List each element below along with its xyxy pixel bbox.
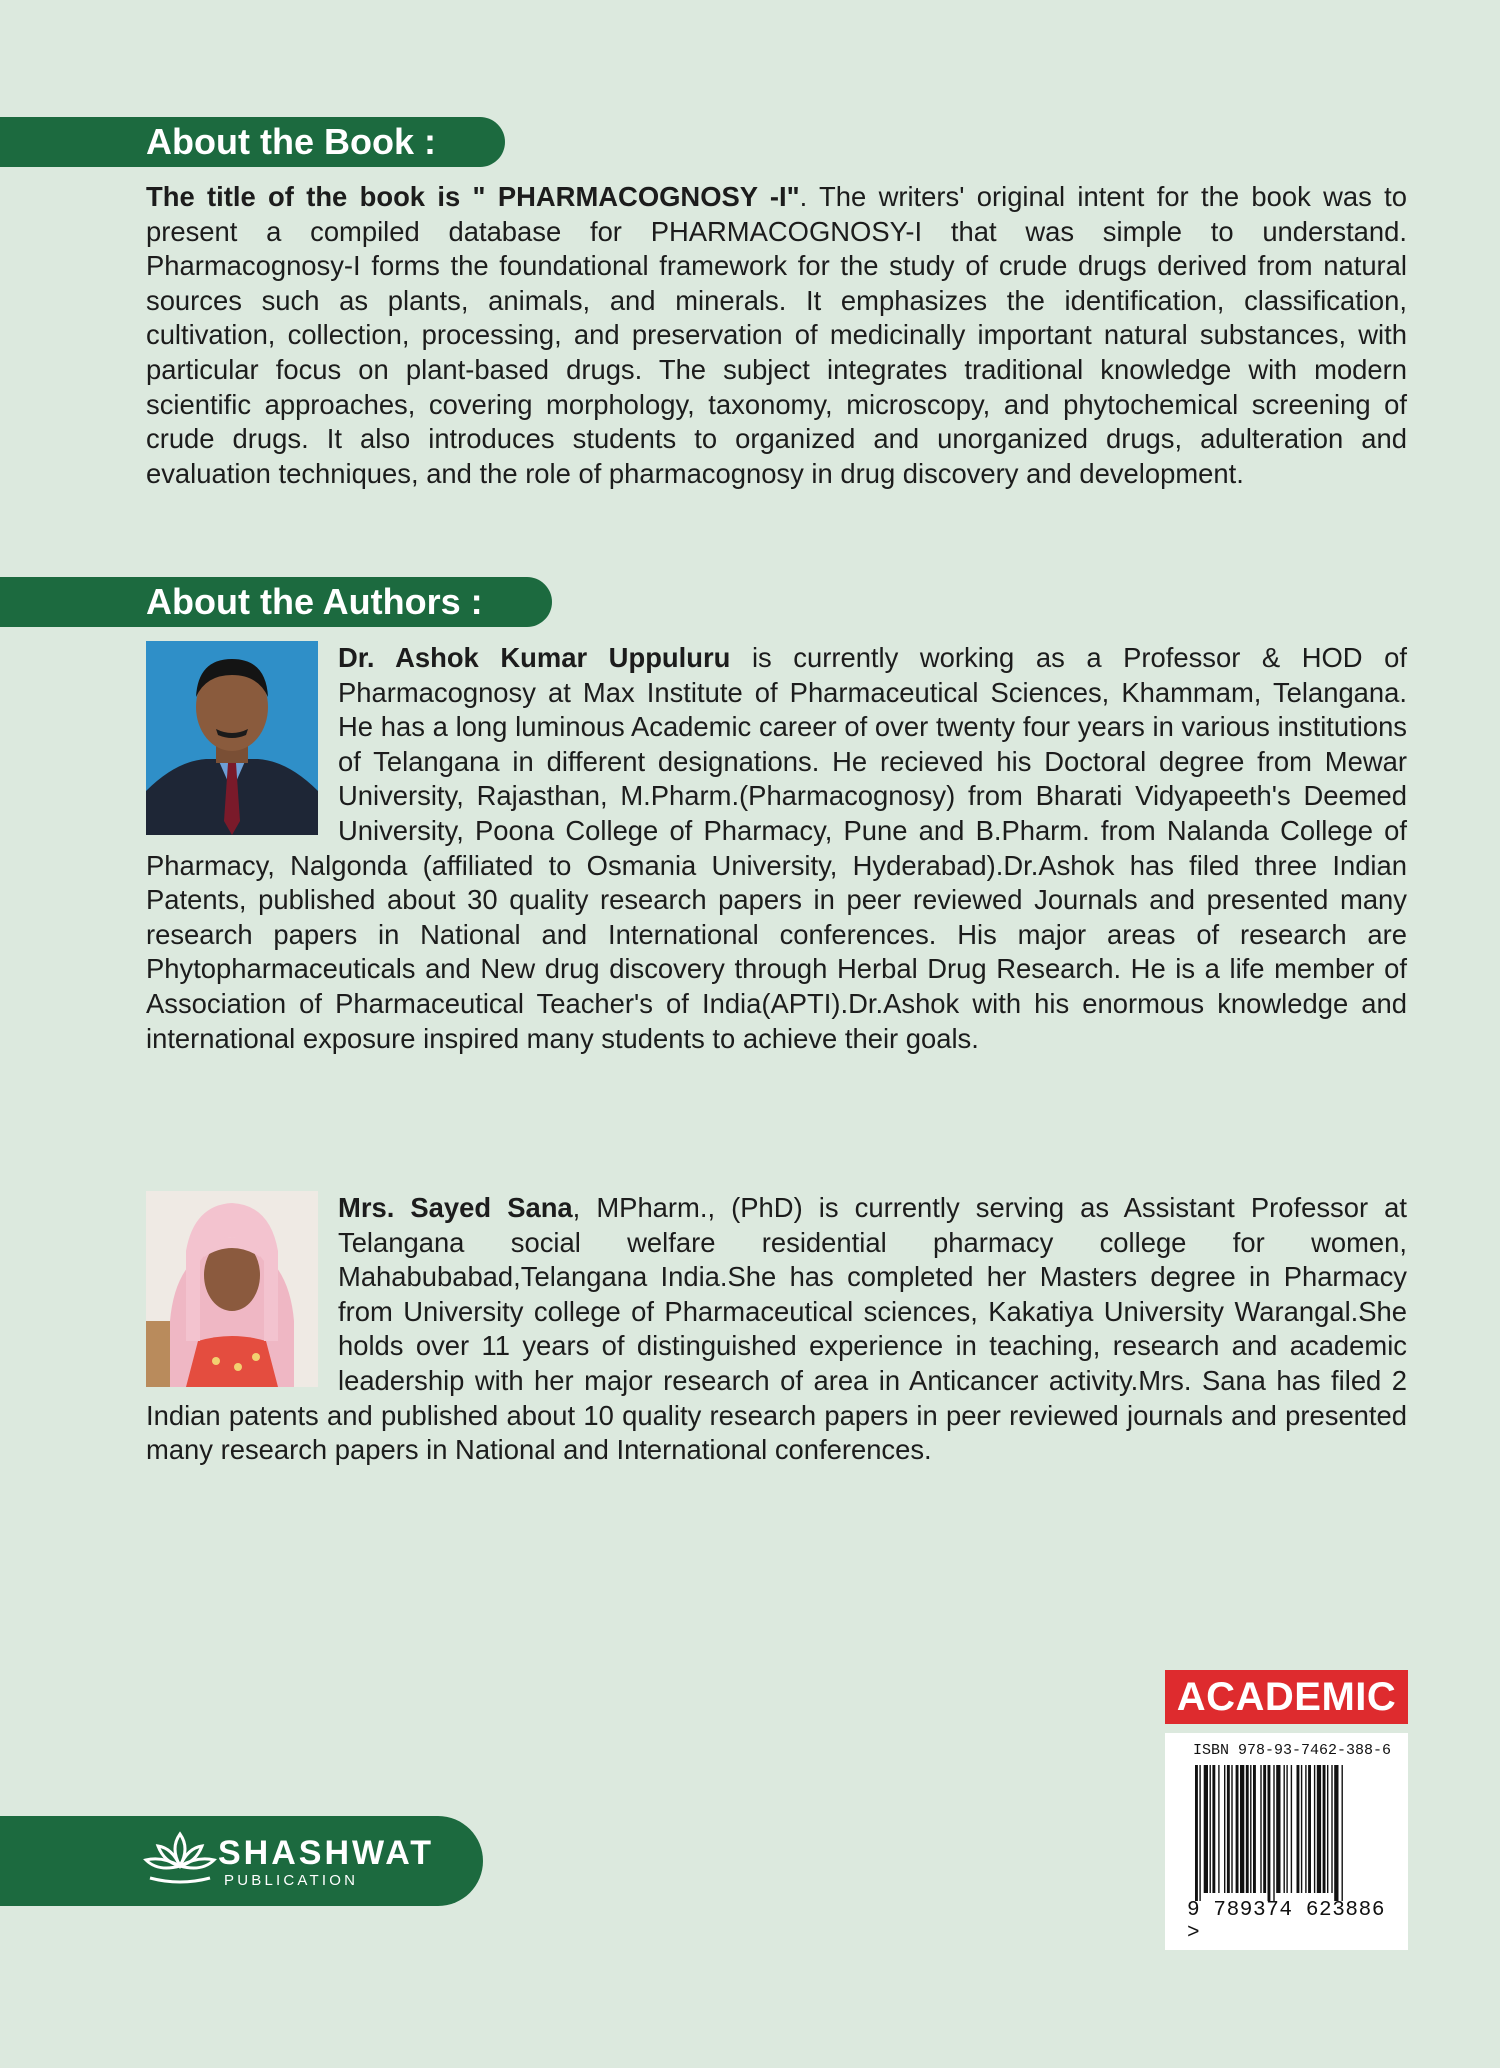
author-1-bio — [146, 641, 1407, 1056]
barcode-bar — [1276, 1765, 1280, 1893]
barcode-bar — [1227, 1765, 1230, 1893]
barcode-bar — [1268, 1765, 1271, 1901]
about-book-body: . The writers' original intent for the book was to present a compiled database for PHARMACOGNOSY-I that was simple to understand. Pharmacognosy-I forms the foundational framework for the study of crude drugs derived from natural sources such as plants, animals, and minerals. It emphasizes the identification, classification, cultivation, collection, processing, and preservation of medicinally important natural substances, with particular focus on plant-based drugs. The subject integrates traditional knowledge with modern scientific approaches, covering morphology, taxonomy, microscopy, and phytochemical screening of crude drugs. It also introduces students to organized and unorganized drugs, adulteration and evaluation techniques, and the role of pharmacognosy in drug discovery and development. — [146, 181, 1407, 489]
barcode-bar — [1260, 1765, 1261, 1893]
barcode-bar — [1199, 1765, 1200, 1901]
barcode-bar — [1246, 1765, 1249, 1893]
barcode-bar — [1301, 1765, 1302, 1893]
barcode-bar — [1195, 1765, 1198, 1901]
author-1-photo — [146, 641, 318, 835]
about-authors-heading — [0, 577, 552, 627]
barcode-bar — [1250, 1765, 1251, 1893]
publisher-sub: PUBLICATION — [224, 1872, 359, 1889]
barcode-bar — [1286, 1765, 1287, 1893]
barcode-bar — [1218, 1765, 1219, 1893]
author-2-name: Mrs. Sayed Sana — [338, 1192, 573, 1223]
barcode-bar — [1240, 1765, 1244, 1893]
book-title-sentence: The title of the book is " PHARMACOGNOSY -I" — [146, 181, 800, 212]
barcode-bar — [1342, 1765, 1343, 1901]
barcode-bar — [1323, 1765, 1326, 1893]
academic-tag: ACADEMIC — [1165, 1670, 1408, 1724]
author-2-bio-text: , MPharm., (PhD) is currently serving as Assistant Professor at Telangana social welfare residential pharmacy college for women, Mahabubabad,Telangana India.She has completed her Masters degree in Pharmacy from University college of Pharmaceutical sciences, Kakatiya University Warangal.She holds over 11 years of distinguished experience in teaching, research and academic leadership with her major research of area in Anticancer activity.Mrs. Sana has filed 2 Indian patents and published about 10 quality research papers in peer reviewed journals and presented many research papers in National and International conferences. — [146, 1192, 1407, 1466]
barcode-bar — [1308, 1765, 1311, 1893]
barcode-bar — [1231, 1765, 1232, 1893]
author-2-photo — [146, 1191, 318, 1387]
barcode-bar — [1284, 1765, 1285, 1893]
barcode-bar — [1327, 1765, 1328, 1893]
isbn-digits: 9 789374 623886 > — [1187, 1899, 1386, 1945]
barcode-bar — [1297, 1765, 1300, 1893]
barcode-bar — [1314, 1765, 1315, 1893]
isbn-barcode — [1165, 1733, 1408, 1950]
barcode-bar — [1224, 1765, 1225, 1893]
about-authors-heading-text: About the Authors : — [146, 581, 483, 622]
author-1-bio-text: is currently working as a Professor & HOD of Pharmacognosy at Max Institute of Pharmaceutical Sciences, Khammam, Telangana. He has a long luminous Academic career of over twenty four years in various institutions of Telangana in different designations. He recieved his Doctoral degree from Mewar University, Rajasthan, M.Pharm.(Pharmacognosy) from Bharati Vidyapeeth's Deemed University, Poona College of Pharmacy, Pune and B.Pharm. from Nalanda College of Pharmacy, Nalgonda (affiliated to Osmania University, Hyderabad).Dr.Ashok has filed three Indian Patents, published about 30 quality research papers in peer reviewed Journals and presented many research papers in National and International conferences. His major areas of research are Phytopharmaceuticals and New drug discovery through Herbal Drug Research. He is a life member of Association of Pharmaceutical Teacher's of India(APTI).Dr.Ashok with his enormous knowledge and international exposure inspired many students to achieve their goals. — [146, 642, 1407, 1054]
publisher-logo — [0, 1816, 483, 1906]
lotus-icon — [140, 1828, 220, 1892]
barcode-bar — [1334, 1765, 1338, 1901]
about-book-text — [146, 180, 1407, 491]
barcode-bar — [1305, 1765, 1306, 1893]
barcode-bar — [1236, 1765, 1239, 1893]
author-1-name: Dr. Ashok Kumar Uppuluru — [338, 642, 731, 673]
barcode-bar — [1317, 1765, 1321, 1893]
barcode-bar — [1253, 1765, 1256, 1893]
author-2-bio — [146, 1191, 1407, 1468]
about-book-heading — [0, 117, 505, 167]
about-book-heading-text: About the Book : — [146, 121, 436, 162]
barcode-bar — [1331, 1765, 1332, 1893]
isbn-label: ISBN 978-93-7462-388-6 — [1193, 1742, 1392, 1759]
barcode-bar — [1210, 1765, 1211, 1893]
barcode-bar — [1204, 1765, 1208, 1893]
barcode-bar — [1291, 1765, 1292, 1893]
publisher-name: SHASHWAT — [218, 1834, 435, 1872]
barcode-bar — [1263, 1765, 1266, 1893]
barcode-bar — [1212, 1765, 1215, 1893]
barcode-bar — [1273, 1765, 1274, 1901]
